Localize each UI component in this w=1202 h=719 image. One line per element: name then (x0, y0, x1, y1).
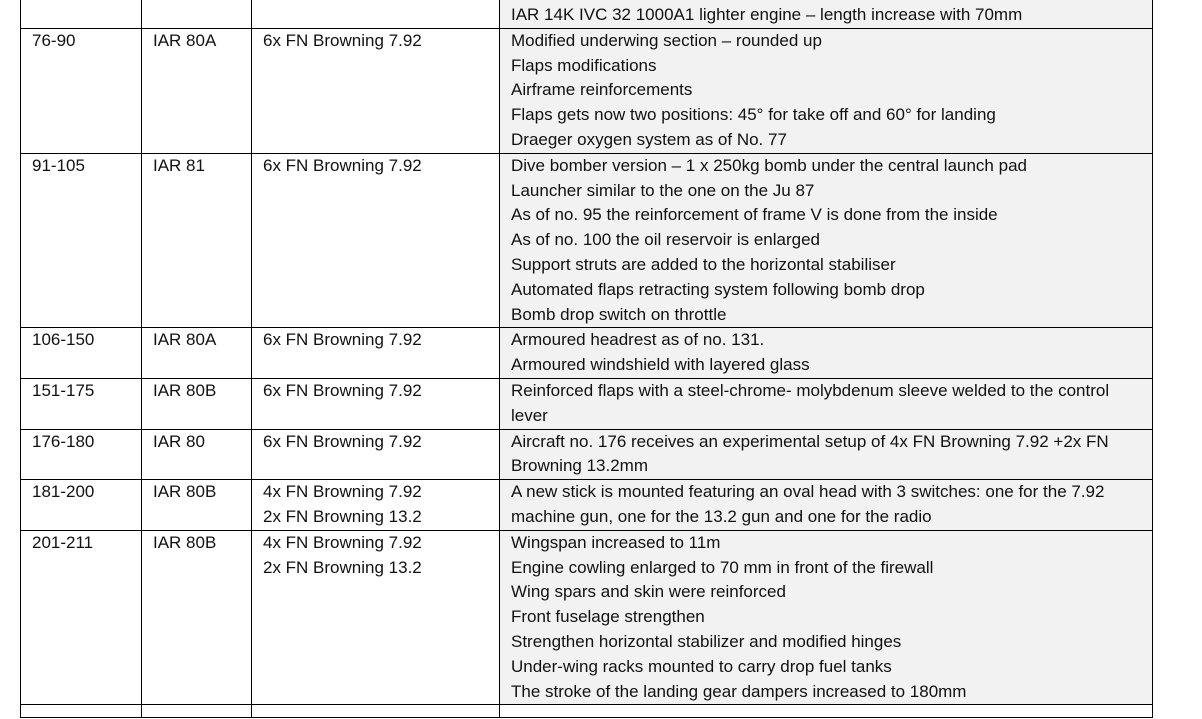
cell-armament (252, 0, 500, 28)
cell-modifications (500, 153, 1153, 328)
cell-number-range: 76-90 (21, 28, 142, 153)
cell-armament (252, 153, 500, 328)
modification-line: Modified underwing section – rounded up (511, 30, 822, 50)
modification-line: The stroke of the landing gear dampers increased to 180mm (511, 681, 967, 701)
cell-modifications (500, 0, 1153, 28)
empty-cell (252, 705, 500, 718)
cell-armament (252, 328, 500, 379)
cell-modifications (500, 429, 1153, 480)
cell-model: IAR 80B (142, 530, 252, 705)
table-row (21, 530, 1153, 705)
modification-line: Automated flaps retracting system following bomb drop (511, 279, 925, 299)
cell-modifications (500, 530, 1153, 705)
cell-model: IAR 80A (142, 328, 252, 379)
empty-cell (142, 705, 252, 718)
table-row (21, 429, 1153, 480)
cell-modifications (500, 378, 1153, 429)
modification-line: Dive bomber version – 1 x 250kg bomb under the central launch pad (511, 155, 1027, 175)
modification-line: Draeger oxygen system as of No. 77 (511, 129, 787, 149)
cell-armament (252, 28, 500, 153)
cell-model: IAR 80A (142, 28, 252, 153)
modification-line: As of no. 100 the oil reservoir is enlarged (511, 230, 821, 250)
armament-line: 4x FN Browning 7.92 (263, 532, 422, 552)
cell-model: IAR 80B (142, 378, 252, 429)
modification-line: Support struts are added to the horizontal stabiliser (511, 254, 896, 274)
cell-number-range: 91-105 (21, 153, 142, 328)
cell-armament (252, 429, 500, 480)
table-body (21, 0, 1153, 718)
modification-line: Launcher similar to the one on the Ju 87 (511, 180, 815, 200)
modification-line: Flaps modifications (511, 55, 657, 75)
cell-armament (252, 530, 500, 705)
cell-model: IAR 80B (142, 480, 252, 531)
empty-cell (21, 705, 142, 718)
modification-line: Aircraft no. 176 receives an experimental setup of 4x FN Browning 7.92 +2x FN Browning 13.2mm (511, 431, 1109, 476)
modification-line: Armoured headrest as of no. 131. (511, 330, 765, 350)
table-row (21, 328, 1153, 379)
modification-line: Flaps gets now two positions: 45° for take off and 60° for landing (511, 105, 996, 125)
table-row (21, 480, 1153, 531)
modification-line: Reinforced flaps with a steel-chrome- molybdenum sleeve welded to the control lever (511, 380, 1110, 425)
cell-model (142, 0, 252, 28)
cell-modifications (500, 28, 1153, 153)
cell-number-range: 151-175 (21, 378, 142, 429)
cell-number-range (21, 0, 142, 28)
cell-number-range: 106-150 (21, 328, 142, 379)
variants-table (20, 0, 1153, 718)
armament-line: 2x FN Browning 13.2 (263, 506, 422, 526)
modification-line: Bomb drop switch on throttle (511, 304, 727, 324)
table-row (21, 153, 1153, 328)
modification-line: As of no. 95 the reinforcement of frame V is done from the inside (511, 205, 998, 225)
modification-line: Airframe reinforcements (511, 80, 693, 100)
modification-line: Under-wing racks mounted to carry drop fuel tanks (511, 656, 892, 676)
cell-number-range: 176-180 (21, 429, 142, 480)
cell-armament (252, 480, 500, 531)
armament-line: 6x FN Browning 7.92 (263, 431, 422, 451)
cell-modifications (500, 328, 1153, 379)
modification-line: Strengthen horizontal stabilizer and modified hinges (511, 631, 902, 651)
cell-model: IAR 80 (142, 429, 252, 480)
modification-line: IAR 14K IVC 32 1000A1 lighter engine – length increase with 70mm (511, 5, 1023, 24)
table-row (21, 0, 1153, 28)
armament-line: 6x FN Browning 7.92 (263, 30, 422, 50)
cell-number-range: 181-200 (21, 480, 142, 531)
armament-line: 2x FN Browning 13.2 (263, 557, 422, 577)
modification-line: Wingspan increased to 11m (511, 532, 721, 552)
table-row (21, 28, 1153, 153)
armament-line: 6x FN Browning 7.92 (263, 380, 422, 400)
cell-number-range: 201-211 (21, 530, 142, 705)
cell-armament (252, 378, 500, 429)
cell-model: IAR 81 (142, 153, 252, 328)
modification-line: Front fuselage strengthen (511, 607, 705, 627)
modification-line: Engine cowling enlarged to 70 mm in front of the firewall (511, 557, 934, 577)
armament-line: 4x FN Browning 7.92 (263, 482, 422, 502)
empty-cell (500, 705, 1153, 718)
table-row-partial (21, 705, 1153, 718)
table-row (21, 378, 1153, 429)
armament-line: 6x FN Browning 7.92 (263, 155, 422, 175)
cell-modifications (500, 480, 1153, 531)
modification-line: Armoured windshield with layered glass (511, 355, 810, 375)
armament-line: 6x FN Browning 7.92 (263, 330, 422, 350)
modification-line: A new stick is mounted featuring an oval head with 3 switches: one for the 7.92 machine gun, one for the 13.2 gun and one for the radio (511, 482, 1105, 526)
modification-line: Wing spars and skin were reinforced (511, 582, 786, 602)
